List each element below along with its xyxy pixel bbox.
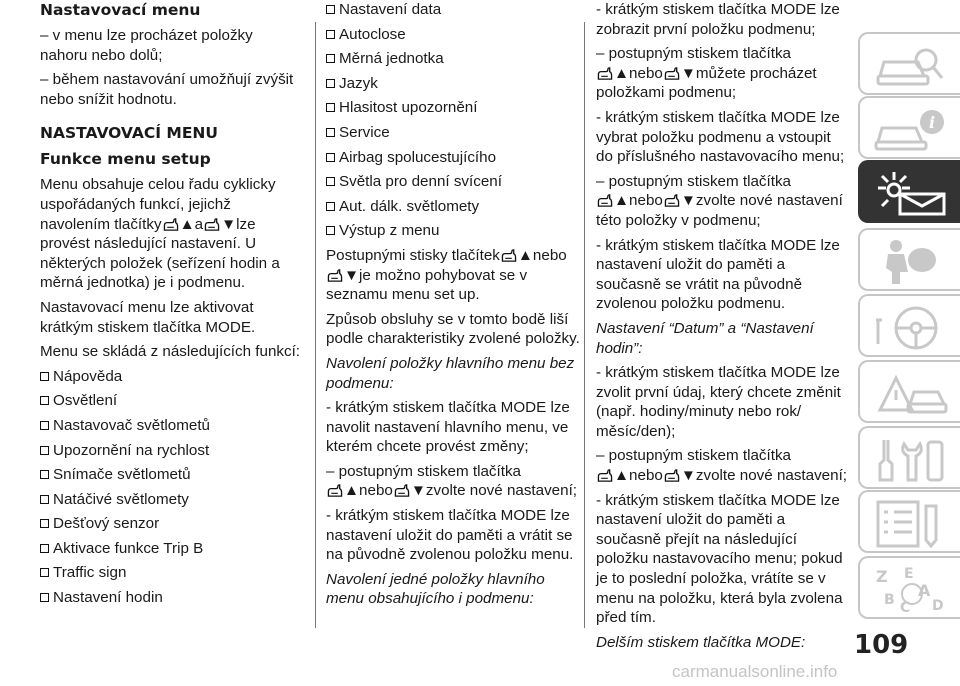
list-item: Měrná jednotka xyxy=(326,49,580,69)
up-triangle-icon: ▲ xyxy=(614,192,630,210)
airbag-person-icon xyxy=(874,238,950,286)
down-triangle-icon: ▼ xyxy=(680,467,696,485)
paragraph: - krátkým stiskem tlačítka MODE lze nastavení uložit do paměti a současně se vrátit na původně zvolenou položku podmenu. xyxy=(596,236,840,313)
up-triangle-icon: ▲ xyxy=(614,64,630,82)
list-item: Nápověda xyxy=(40,367,302,387)
list-item: Upozornění na rychlost xyxy=(40,441,302,461)
checklist-icon xyxy=(874,500,950,548)
tab-car-info[interactable] xyxy=(858,96,960,159)
checkbox-icon xyxy=(40,446,49,455)
list-item: Natáčivé světlomety xyxy=(40,490,302,510)
paragraph: – postupným stiskem tlačítka ▲nebo ▼zvolte nové nastavení této položky v podmenu; xyxy=(596,172,843,229)
paragraph: – postupným stiskem tlačítka ▲nebo ▼zvolte nové nastavení; xyxy=(596,447,848,485)
down-triangle-icon: ▼ xyxy=(221,215,237,233)
paragraph: Menu obsahuje celou řadu cyklicky uspořádaných funkcí, jejichž navolením tlačítky ▲a ▼lze provést následující nastavení. U některých položek (seřízení hodin a měrná jednotka) je i podmenu. xyxy=(40,176,280,292)
lights-message-icon xyxy=(874,170,950,218)
button-hand-icon xyxy=(203,217,221,232)
list-item: Aktivace funkce Trip B xyxy=(40,539,302,559)
paragraph: Postupnými stisky tlačítek ▲nebo ▼je možno pohybovat se v seznamu menu set up. xyxy=(326,246,567,304)
checkbox-icon xyxy=(40,519,49,528)
list-item: Airbag spolucestujícího xyxy=(326,148,580,168)
tab-car-search[interactable] xyxy=(858,32,960,95)
svg-text:D: D xyxy=(932,598,944,614)
section-title: NASTAVOVACÍ MENU xyxy=(40,124,218,143)
button-hand-icon xyxy=(596,66,614,81)
down-triangle-icon: ▼ xyxy=(410,482,426,500)
paragraph: - krátkým stiskem tlačítka MODE lze navolit nastavení hlavního menu, ve kterém chcete provést změny; xyxy=(326,399,570,456)
checkbox-icon xyxy=(326,30,335,39)
checkbox-icon xyxy=(326,153,335,162)
menu-list xyxy=(40,367,302,608)
paragraph: - krátkým stiskem tlačítka MODE lze zvolit první údaj, který chcete změnit (např. hodiny/minuty nebo rok/ měsíc/den); xyxy=(596,364,841,440)
italic-subheading: Navolení jedné položky hlavního menu obsahujícího i podmenu: xyxy=(326,570,545,608)
button-hand-icon xyxy=(663,193,681,208)
steering-wheel-icon xyxy=(874,304,950,352)
button-hand-icon xyxy=(326,483,344,498)
checkbox-icon xyxy=(326,5,335,14)
svg-text:Z: Z xyxy=(876,567,888,586)
up-triangle-icon: ▲ xyxy=(517,246,533,264)
checkbox-icon xyxy=(326,103,335,112)
tab-steering[interactable] xyxy=(858,294,960,357)
list-item: Jazyk xyxy=(326,74,580,94)
car-search-icon xyxy=(874,42,950,90)
paragraph: - krátkým stiskem tlačítka MODE lze nastavení uložit do paměti a vrátit se na původně zvolenou položku menu. xyxy=(326,507,574,564)
list-item: Osvětlení xyxy=(40,391,302,411)
italic-subheading: Delším stiskem tlačítka MODE: xyxy=(596,633,806,651)
button-hand-icon xyxy=(326,268,344,283)
checkbox-icon xyxy=(40,421,49,430)
car-info-icon xyxy=(874,106,950,154)
italic-subheading: Navolení položky hlavního menu bez podmenu: xyxy=(326,354,575,392)
up-triangle-icon: ▲ xyxy=(614,467,630,485)
paragraph: - krátkým stiskem tlačítka MODE lze zobrazit první položku podmenu; xyxy=(596,1,840,38)
list-item: Dešťový senzor xyxy=(40,514,302,534)
paragraph: Způsob obsluhy se v tomto bodě liší podle charakteristiky zvolené položky. xyxy=(326,310,580,348)
checkbox-icon xyxy=(40,470,49,479)
checkbox-icon xyxy=(40,593,49,602)
up-triangle-icon: ▲ xyxy=(179,215,195,233)
paragraph: - krátkým stiskem tlačítka MODE lze vybrat položku podmenu a vstoupit do příslušného nastavovacího menu; xyxy=(596,108,845,166)
column-1 xyxy=(40,0,302,613)
button-hand-icon xyxy=(500,248,518,263)
button-hand-icon xyxy=(393,483,411,498)
tab-warning[interactable] xyxy=(858,360,960,423)
paragraph: – postupným stiskem tlačítka ▲nebo ▼zvolte nové nastavení; xyxy=(326,462,578,500)
checkbox-icon xyxy=(326,128,335,137)
down-triangle-icon: ▼ xyxy=(680,192,696,210)
checkbox-icon xyxy=(40,544,49,553)
italic-subheading: Nastavení “Datum” a “Nastavení hodin”: xyxy=(596,319,814,357)
checkbox-icon xyxy=(40,495,49,504)
paragraph: – v menu lze procházet položky nahoru nebo dolů; xyxy=(40,27,253,64)
list-item: Service xyxy=(326,123,580,143)
paragraph: - krátkým stiskem tlačítka MODE lze nastavení uložit do paměti a současně přejít na následující položku nastavovacího menu; pokud je to poslední položka, vrátíte se v menu na položku, která byla zvolena před tím. xyxy=(596,491,843,627)
tools-icon xyxy=(874,436,950,484)
paragraph: – postupným stiskem tlačítka ▲nebo ▼můžete procházet položkami podmenu; xyxy=(596,45,817,102)
paragraph: Menu se skládá z následujících funkcí: xyxy=(40,343,301,361)
list-item: Aut. dálk. světlomety xyxy=(326,197,580,217)
tab-alphabet-index[interactable] xyxy=(858,556,960,619)
button-hand-icon xyxy=(596,468,614,483)
svg-text:i: i xyxy=(928,113,936,132)
checkbox-icon xyxy=(40,396,49,405)
checkbox-icon xyxy=(326,177,335,186)
watermark: carmanualsonline.info xyxy=(672,662,838,681)
button-hand-icon xyxy=(663,66,681,81)
menu-list xyxy=(326,0,580,241)
list-item: Světla pro denní svícení xyxy=(326,172,580,192)
tab-tools[interactable] xyxy=(858,426,960,489)
down-triangle-icon: ▼ xyxy=(344,266,360,284)
list-item: Výstup z menu xyxy=(326,221,580,241)
list-item: Autoclose xyxy=(326,25,580,45)
list-item: Nastavení hodin xyxy=(40,588,302,608)
tab-checklist[interactable] xyxy=(858,490,960,553)
checkbox-icon xyxy=(326,226,335,235)
column-divider xyxy=(584,22,585,628)
svg-text:C: C xyxy=(900,600,911,614)
paragraph: Nastavovací menu lze aktivovat krátkým stiskem tlačítka MODE. xyxy=(40,298,256,336)
list-item: Hlasitost upozornění xyxy=(326,98,580,118)
page-number: 109 xyxy=(854,630,909,660)
tab-airbag[interactable] xyxy=(858,228,960,291)
button-hand-icon xyxy=(663,468,681,483)
list-item: Nastavení data xyxy=(326,0,580,20)
column-3 xyxy=(596,0,848,657)
column-divider xyxy=(315,22,316,628)
list-item: Snímače světlometů xyxy=(40,465,302,485)
button-hand-icon xyxy=(162,217,180,232)
paragraph: – během nastavování umožňují zvýšit nebo snížit hodnotu. xyxy=(40,71,294,108)
svg-text:E: E xyxy=(904,566,914,582)
column-2 xyxy=(326,0,580,614)
svg-text:A: A xyxy=(918,581,931,600)
checkbox-icon xyxy=(40,568,49,577)
checkbox-icon xyxy=(326,202,335,211)
down-triangle-icon: ▼ xyxy=(680,64,696,82)
checkbox-icon xyxy=(326,79,335,88)
svg-text:B: B xyxy=(884,592,895,608)
list-item: Nastavovač světlometů xyxy=(40,416,302,436)
checkbox-icon xyxy=(40,372,49,381)
list-item: Traffic sign xyxy=(40,563,302,583)
section-heading: Funkce menu setup xyxy=(40,150,211,169)
section-heading: Nastavovací menu xyxy=(40,1,201,19)
tab-lights-message[interactable] xyxy=(858,160,960,223)
alphabet-index-icon xyxy=(874,566,950,614)
warning-triangle-car-icon xyxy=(874,370,950,418)
button-hand-icon xyxy=(596,193,614,208)
checkbox-icon xyxy=(326,54,335,63)
up-triangle-icon: ▲ xyxy=(344,482,360,500)
